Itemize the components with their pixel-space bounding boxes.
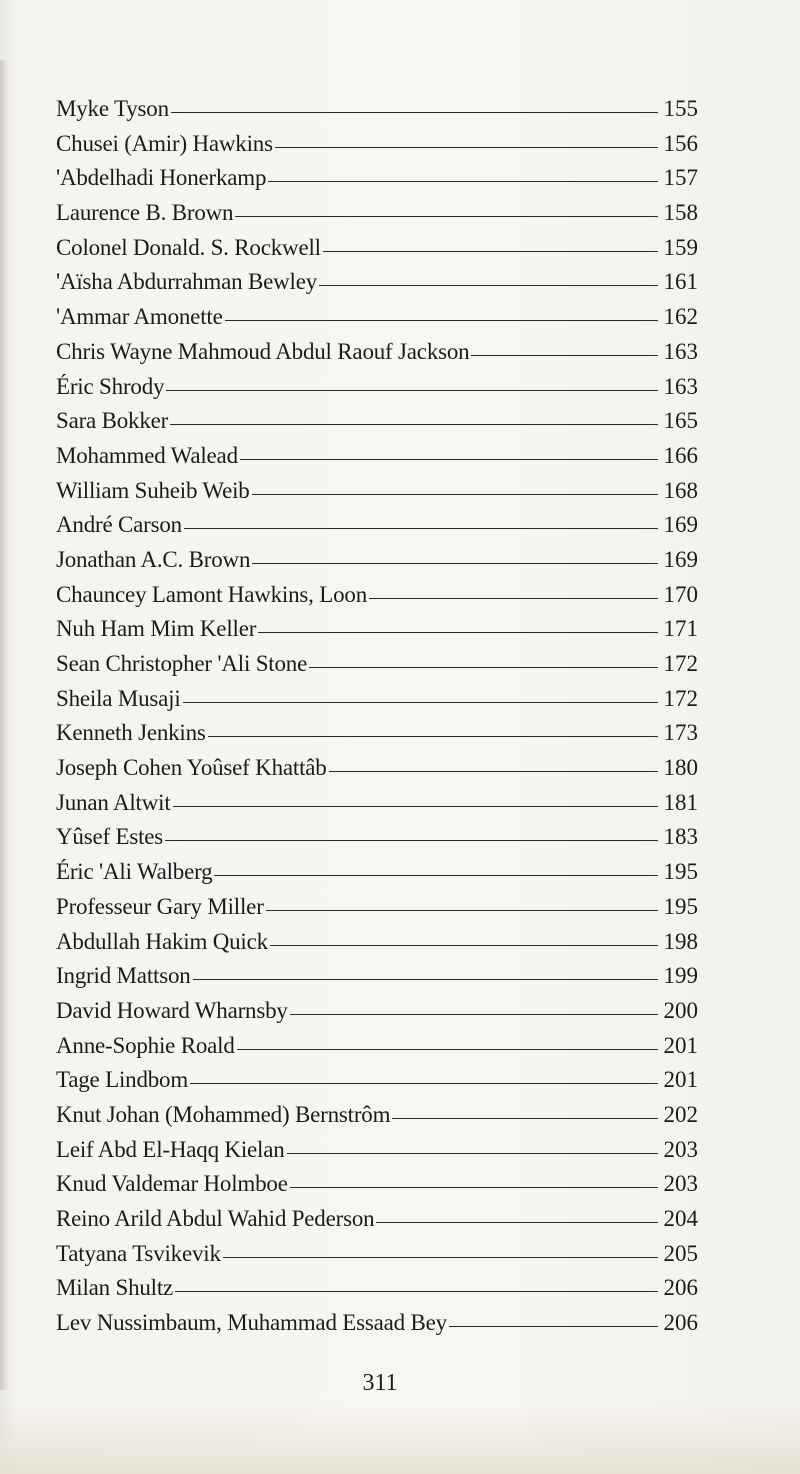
toc-entry — [56, 959, 698, 994]
toc-entry-page: 161 — [663, 269, 698, 295]
toc-entry — [56, 1063, 698, 1098]
toc-entry — [56, 890, 698, 925]
toc-leader-line — [290, 1187, 658, 1188]
toc-entry-name: Colonel Donald. S. Rockwell — [56, 234, 321, 260]
toc-entry-name: Yûsef Estes — [56, 824, 164, 850]
toc-leader-line — [170, 424, 658, 425]
toc-entry-name: Chris Wayne Mahmoud Abdul Raouf Jackson — [56, 338, 470, 364]
toc-entry-page: 183 — [663, 824, 698, 850]
toc-entry — [56, 265, 698, 300]
toc-entry-name: Kenneth Jenkins — [56, 720, 206, 746]
toc-entry — [56, 820, 698, 855]
toc-leader-line — [223, 1257, 658, 1258]
toc-entry-name: Éric Shrody — [56, 373, 165, 399]
toc-entry-page: 169 — [663, 512, 698, 538]
toc-entry-page: 171 — [663, 616, 698, 642]
toc-entry-page: 168 — [663, 477, 698, 503]
toc-leader-line — [235, 216, 658, 217]
toc-entry — [56, 1167, 698, 1202]
toc-entry-name: Sheila Musaji — [56, 685, 181, 711]
toc-leader-line — [175, 1291, 658, 1292]
toc-entry-page: 205 — [663, 1240, 698, 1266]
toc-entry-name: Knut Johan (Mohammed) Bernstrôm — [56, 1101, 391, 1127]
toc-leader-line — [190, 1083, 658, 1084]
toc-entry-page: 162 — [663, 304, 698, 330]
toc-entry — [56, 300, 698, 335]
toc-entry-name: Chusei (Amir) Hawkins — [56, 130, 273, 156]
toc-entry — [56, 474, 698, 509]
toc-leader-line — [376, 1222, 658, 1223]
toc-leader-line — [173, 806, 658, 807]
toc-leader-line — [184, 528, 658, 529]
toc-entry — [56, 994, 698, 1029]
toc-entry-name: Joseph Cohen Yoûsef Khattâb — [56, 755, 327, 781]
toc-entry-page: 203 — [663, 1171, 698, 1197]
toc-entry — [56, 1098, 698, 1133]
toc-leader-line — [252, 494, 658, 495]
toc-entry-name: Ingrid Mattson — [56, 963, 191, 989]
toc-leader-line — [270, 945, 658, 946]
toc-entry-name: Tatyana Tsvikevik — [56, 1240, 221, 1266]
toc-entry — [56, 1202, 698, 1237]
toc-entry — [56, 161, 698, 196]
toc-entry-page: 206 — [663, 1275, 698, 1301]
toc-leader-line — [275, 147, 658, 148]
toc-entry-page: 202 — [663, 1101, 698, 1127]
toc-entry-page: 155 — [663, 96, 698, 121]
toc-entry-page: 166 — [663, 442, 698, 468]
toc-entry — [56, 578, 698, 613]
toc-leader-line — [171, 112, 658, 113]
toc-entry — [56, 543, 698, 578]
toc-leader-line — [268, 181, 658, 182]
toc-entry — [56, 196, 698, 231]
toc-entry — [56, 335, 698, 370]
toc-entry-page: 201 — [663, 1067, 698, 1093]
toc-entry — [56, 404, 698, 439]
toc-entry-page: 156 — [663, 130, 698, 156]
toc-leader-line — [290, 1014, 658, 1015]
toc-entry — [56, 925, 698, 960]
toc-entry — [56, 1133, 698, 1168]
toc-entry-page: 172 — [663, 651, 698, 676]
toc-entry-name: Sara Bokker — [56, 408, 169, 434]
toc-entry-page: 165 — [663, 408, 698, 434]
toc-entry-page: 203 — [663, 1136, 698, 1162]
toc-entry-name: Lev Nussimbaum, Muhammad Essaad Bey — [56, 1310, 447, 1336]
toc-leader-line — [166, 390, 658, 391]
toc-leader-line — [369, 598, 658, 599]
toc-entry-name: Mohammed Walead — [56, 442, 238, 468]
toc-entry-page: 172 — [663, 685, 698, 711]
toc-entry-name: Professeur Gary Miller — [56, 893, 264, 919]
toc-leader-line — [183, 702, 658, 703]
toc-entry-name: Abdullah Hakim Quick — [56, 928, 268, 954]
toc-entry — [56, 1306, 698, 1341]
toc-leader-line — [266, 910, 658, 911]
toc-entry-page: 195 — [663, 859, 698, 885]
toc-entry-page: 157 — [663, 165, 698, 191]
toc-entry-name: David Howard Wharnsby — [56, 997, 288, 1023]
toc-entry-page: 163 — [663, 338, 698, 364]
toc-entry — [56, 612, 698, 647]
toc-entry-name: Chauncey Lamont Hawkins, Loon — [56, 581, 368, 607]
toc-leader-line — [252, 563, 658, 564]
toc-entry-page: 198 — [663, 928, 698, 954]
toc-entry-name: Nuh Ham Mim Keller — [56, 616, 257, 642]
toc-entry-name: Milan Shultz — [56, 1275, 174, 1301]
toc-leader-line — [240, 459, 658, 460]
toc-entry — [56, 716, 698, 751]
toc-leader-line — [208, 736, 658, 737]
toc-entry-name: Jonathan A.C. Brown — [56, 546, 251, 572]
toc-leader-line — [329, 771, 658, 772]
toc-entry-name: Reino Arild Abdul Wahid Pederson — [56, 1206, 375, 1231]
toc-entry — [56, 682, 698, 717]
toc-entry-name: 'Ammar Amonette — [56, 304, 223, 330]
toc-leader-line — [258, 632, 658, 633]
toc-entry — [56, 231, 698, 266]
toc-entry — [56, 370, 698, 405]
toc-entry-name: Anne-Sophie Roald — [56, 1032, 235, 1058]
toc-entry-page: 201 — [663, 1032, 698, 1058]
page-bottom-shadow — [0, 1404, 800, 1474]
toc-entry — [56, 508, 698, 543]
toc-entry-page: 181 — [663, 789, 698, 815]
toc-entry — [56, 439, 698, 474]
toc-leader-line — [237, 1049, 658, 1050]
toc-entry-page: 169 — [663, 546, 698, 572]
toc-leader-line — [449, 1326, 658, 1327]
toc-leader-line — [471, 355, 658, 356]
toc-entry-name: 'Aïsha Abdurrahman Bewley — [56, 269, 318, 295]
toc-entry-page: 158 — [663, 200, 698, 226]
toc-entry — [56, 1237, 698, 1272]
toc-entry — [56, 1029, 698, 1064]
toc-entry — [56, 855, 698, 890]
toc-entry-name: Tage Lindbom — [56, 1067, 189, 1093]
toc-entry-name: Éric 'Ali Walberg — [56, 859, 213, 885]
toc-entry-page: 180 — [663, 755, 698, 781]
toc-entry — [56, 1271, 698, 1306]
toc-entry-name: William Suheib Weib — [56, 477, 250, 503]
toc-entry-page: 170 — [663, 581, 698, 607]
page-number: 311 — [362, 1370, 398, 1396]
toc-entry-page: 204 — [663, 1206, 698, 1231]
toc-entry-page: 159 — [663, 234, 698, 260]
toc-entry — [56, 751, 698, 786]
toc-entry-name: Myke Tyson — [56, 96, 169, 121]
toc-entry-name: Laurence B. Brown — [56, 200, 234, 226]
toc-entry — [56, 647, 698, 682]
table-of-contents — [56, 92, 698, 1341]
toc-entry — [56, 127, 698, 162]
toc-leader-line — [193, 979, 658, 980]
toc-entry-name: Sean Christopher 'Ali Stone — [56, 651, 308, 676]
toc-leader-line — [323, 251, 658, 252]
toc-entry-page: 163 — [663, 373, 698, 399]
toc-entry-name: Knud Valdemar Holmboe — [56, 1171, 288, 1197]
toc-entry-name: Leif Abd El-Haqq Kielan — [56, 1136, 285, 1162]
toc-entry-page: 206 — [663, 1310, 698, 1336]
toc-leader-line — [319, 285, 658, 286]
toc-leader-line — [392, 1118, 658, 1119]
toc-leader-line — [225, 320, 658, 321]
toc-leader-line — [214, 875, 658, 876]
toc-entry — [56, 92, 698, 127]
toc-entry — [56, 786, 698, 821]
toc-entry-page: 173 — [663, 720, 698, 746]
toc-leader-line — [165, 840, 658, 841]
toc-entry-name: Junan Altwit — [56, 789, 171, 815]
page-binding-edge — [0, 60, 8, 1390]
toc-leader-line — [309, 667, 658, 668]
toc-entry-name: André Carson — [56, 512, 182, 538]
toc-entry-page: 195 — [663, 893, 698, 919]
toc-entry-page: 200 — [663, 997, 698, 1023]
toc-entry-name: 'Abdelhadi Honerkamp — [56, 165, 267, 191]
toc-entry-page: 199 — [663, 963, 698, 989]
toc-leader-line — [287, 1153, 658, 1154]
